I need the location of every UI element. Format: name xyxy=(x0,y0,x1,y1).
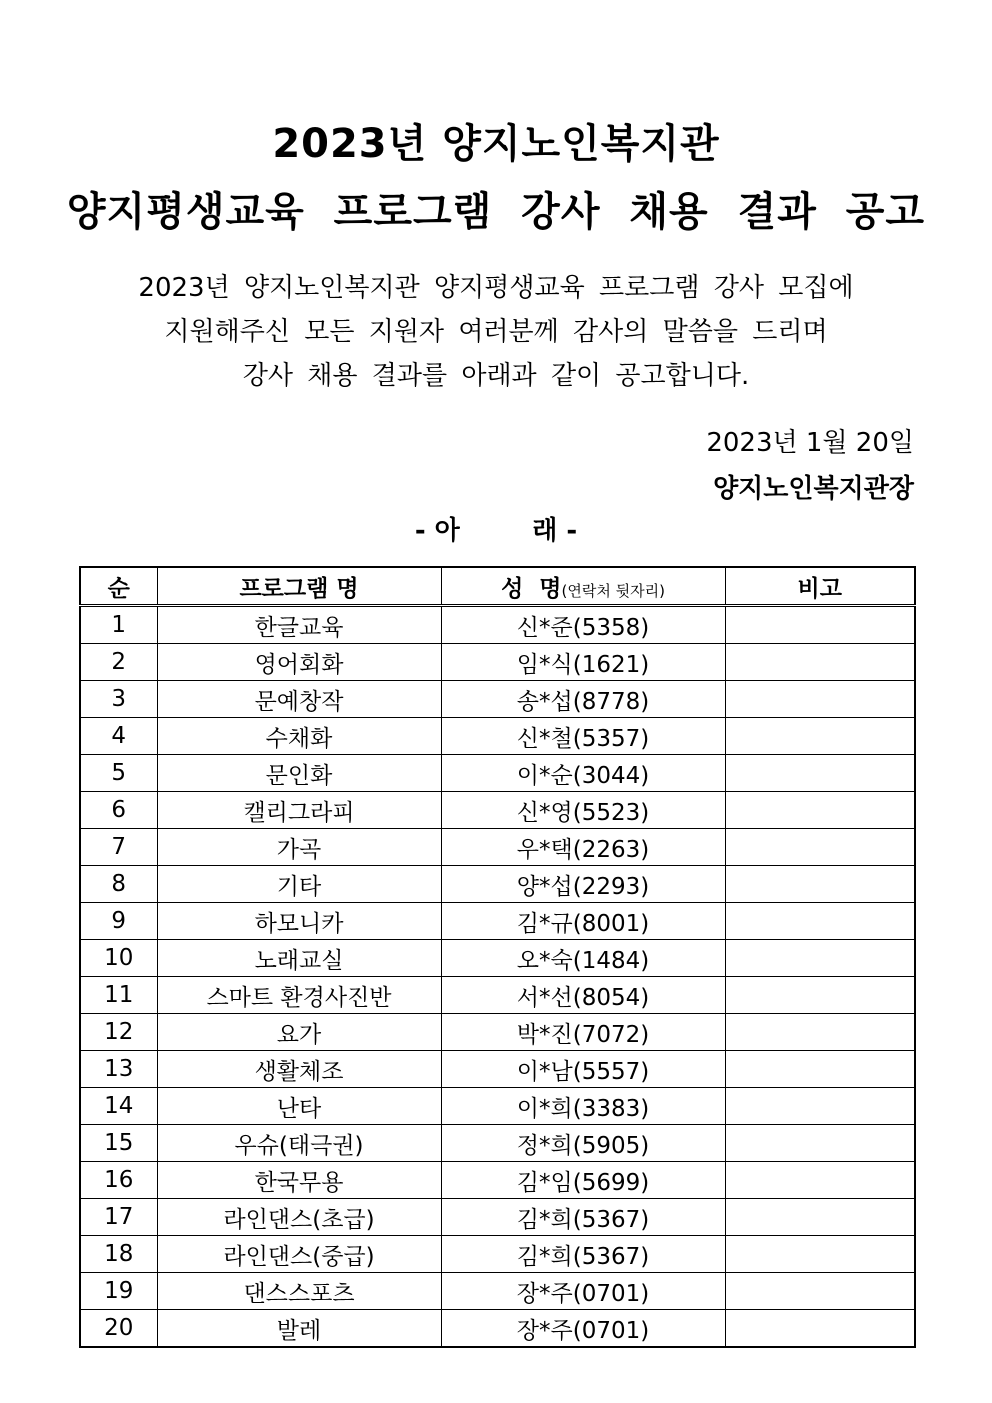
cell-name: 이*순(3044) xyxy=(441,755,725,792)
table-row xyxy=(80,718,915,755)
table-row xyxy=(80,977,915,1014)
cell-no: 2 xyxy=(80,644,157,681)
cell-program: 문예창작 xyxy=(157,681,441,718)
cell-remark xyxy=(725,792,915,829)
intro-line-3: 강사 채용 결과를 아래과 같이 공고합니다. xyxy=(242,361,750,391)
header-no: 순 xyxy=(80,567,157,606)
cell-name: 김*임(5699) xyxy=(441,1162,725,1199)
header-name-label: 성 명 xyxy=(501,575,562,602)
cell-program: 영어회화 xyxy=(157,644,441,681)
cell-no: 12 xyxy=(80,1014,157,1051)
cell-no: 18 xyxy=(80,1236,157,1273)
table-row xyxy=(80,1088,915,1125)
cell-program: 난타 xyxy=(157,1088,441,1125)
cell-remark xyxy=(725,903,915,940)
intro-line-1: 2023년 양지노인복지관 양지평생교육 프로그램 강사 모집에 xyxy=(138,273,854,303)
cell-name: 이*희(3383) xyxy=(441,1088,725,1125)
results-table xyxy=(79,566,916,1348)
cell-program: 가곡 xyxy=(157,829,441,866)
announcement-date: 2023년 1월 20일 xyxy=(706,428,914,458)
table-row xyxy=(80,792,915,829)
table-row xyxy=(80,829,915,866)
table-row xyxy=(80,866,915,903)
cell-program: 문인화 xyxy=(157,755,441,792)
cell-no: 1 xyxy=(80,606,157,644)
cell-no: 5 xyxy=(80,755,157,792)
intro-line-2: 지원해주신 모든 지원자 여러분께 감사의 말씀을 드리며 xyxy=(164,317,828,347)
cell-no: 19 xyxy=(80,1273,157,1310)
cell-remark xyxy=(725,940,915,977)
cell-program: 요가 xyxy=(157,1014,441,1051)
cell-program: 라인댄스(중급) xyxy=(157,1236,441,1273)
cell-no: 7 xyxy=(80,829,157,866)
cell-name: 신*준(5358) xyxy=(441,606,725,644)
table-row xyxy=(80,1051,915,1088)
cell-remark xyxy=(725,1088,915,1125)
table-header-row xyxy=(80,567,915,606)
table-row xyxy=(80,755,915,792)
header-program: 프로그램 명 xyxy=(157,567,441,606)
cell-name: 송*섭(8778) xyxy=(441,681,725,718)
cell-no: 13 xyxy=(80,1051,157,1088)
cell-name: 우*택(2263) xyxy=(441,829,725,866)
table-row xyxy=(80,606,915,644)
cell-remark xyxy=(725,755,915,792)
header-name xyxy=(441,567,725,606)
table-row xyxy=(80,1310,915,1348)
cell-name: 장*주(0701) xyxy=(441,1310,725,1348)
below-heading: - 아 래 - xyxy=(414,516,578,546)
table-row xyxy=(80,644,915,681)
table-row xyxy=(80,1014,915,1051)
cell-remark xyxy=(725,1014,915,1051)
cell-program: 기타 xyxy=(157,866,441,903)
cell-remark xyxy=(725,1273,915,1310)
cell-no: 8 xyxy=(80,866,157,903)
cell-remark xyxy=(725,829,915,866)
cell-program: 생활체조 xyxy=(157,1051,441,1088)
cell-program: 노래교실 xyxy=(157,940,441,977)
cell-no: 11 xyxy=(80,977,157,1014)
title-line-1: 2023년 양지노인복지관 xyxy=(272,121,720,167)
table-row xyxy=(80,1125,915,1162)
cell-program: 한국무용 xyxy=(157,1162,441,1199)
cell-name: 박*진(7072) xyxy=(441,1014,725,1051)
cell-name: 정*희(5905) xyxy=(441,1125,725,1162)
cell-remark xyxy=(725,718,915,755)
header-name-note: (연락처 뒷자리) xyxy=(561,581,665,600)
table-row xyxy=(80,903,915,940)
cell-remark xyxy=(725,977,915,1014)
cell-program: 캘리그라피 xyxy=(157,792,441,829)
header-remark: 비고 xyxy=(725,567,915,606)
cell-no: 14 xyxy=(80,1088,157,1125)
cell-no: 20 xyxy=(80,1310,157,1348)
cell-name: 양*섭(2293) xyxy=(441,866,725,903)
cell-remark xyxy=(725,681,915,718)
cell-no: 17 xyxy=(80,1199,157,1236)
table-row xyxy=(80,940,915,977)
cell-name: 김*규(8001) xyxy=(441,903,725,940)
cell-name: 서*선(8054) xyxy=(441,977,725,1014)
table-row xyxy=(80,1199,915,1236)
cell-no: 15 xyxy=(80,1125,157,1162)
cell-remark xyxy=(725,1125,915,1162)
cell-name: 임*식(1621) xyxy=(441,644,725,681)
table-row xyxy=(80,1162,915,1199)
cell-no: 10 xyxy=(80,940,157,977)
organization-signature: 양지노인복지관장 xyxy=(713,474,914,504)
cell-remark xyxy=(725,866,915,903)
cell-remark xyxy=(725,1236,915,1273)
cell-remark xyxy=(725,606,915,644)
cell-no: 9 xyxy=(80,903,157,940)
cell-no: 6 xyxy=(80,792,157,829)
cell-name: 김*희(5367) xyxy=(441,1199,725,1236)
cell-name: 이*남(5557) xyxy=(441,1051,725,1088)
cell-program: 댄스스포츠 xyxy=(157,1273,441,1310)
table-row xyxy=(80,1236,915,1273)
cell-program: 라인댄스(초급) xyxy=(157,1199,441,1236)
cell-name: 장*주(0701) xyxy=(441,1273,725,1310)
cell-program: 우슈(태극권) xyxy=(157,1125,441,1162)
cell-no: 3 xyxy=(80,681,157,718)
cell-no: 4 xyxy=(80,718,157,755)
cell-name: 신*철(5357) xyxy=(441,718,725,755)
cell-program: 발레 xyxy=(157,1310,441,1348)
cell-remark xyxy=(725,1051,915,1088)
cell-no: 16 xyxy=(80,1162,157,1199)
cell-program: 하모니카 xyxy=(157,903,441,940)
table-row xyxy=(80,681,915,718)
cell-remark xyxy=(725,1310,915,1348)
table-row xyxy=(80,1273,915,1310)
title-line-2: 양지평생교육 프로그램 강사 채용 결과 공고 xyxy=(66,189,926,235)
cell-name: 신*영(5523) xyxy=(441,792,725,829)
cell-program: 수채화 xyxy=(157,718,441,755)
cell-program: 한글교육 xyxy=(157,606,441,644)
cell-name: 김*희(5367) xyxy=(441,1236,725,1273)
cell-program: 스마트 환경사진반 xyxy=(157,977,441,1014)
cell-remark xyxy=(725,1162,915,1199)
cell-remark xyxy=(725,1199,915,1236)
cell-name: 오*숙(1484) xyxy=(441,940,725,977)
cell-remark xyxy=(725,644,915,681)
intro-paragraph xyxy=(0,266,992,398)
